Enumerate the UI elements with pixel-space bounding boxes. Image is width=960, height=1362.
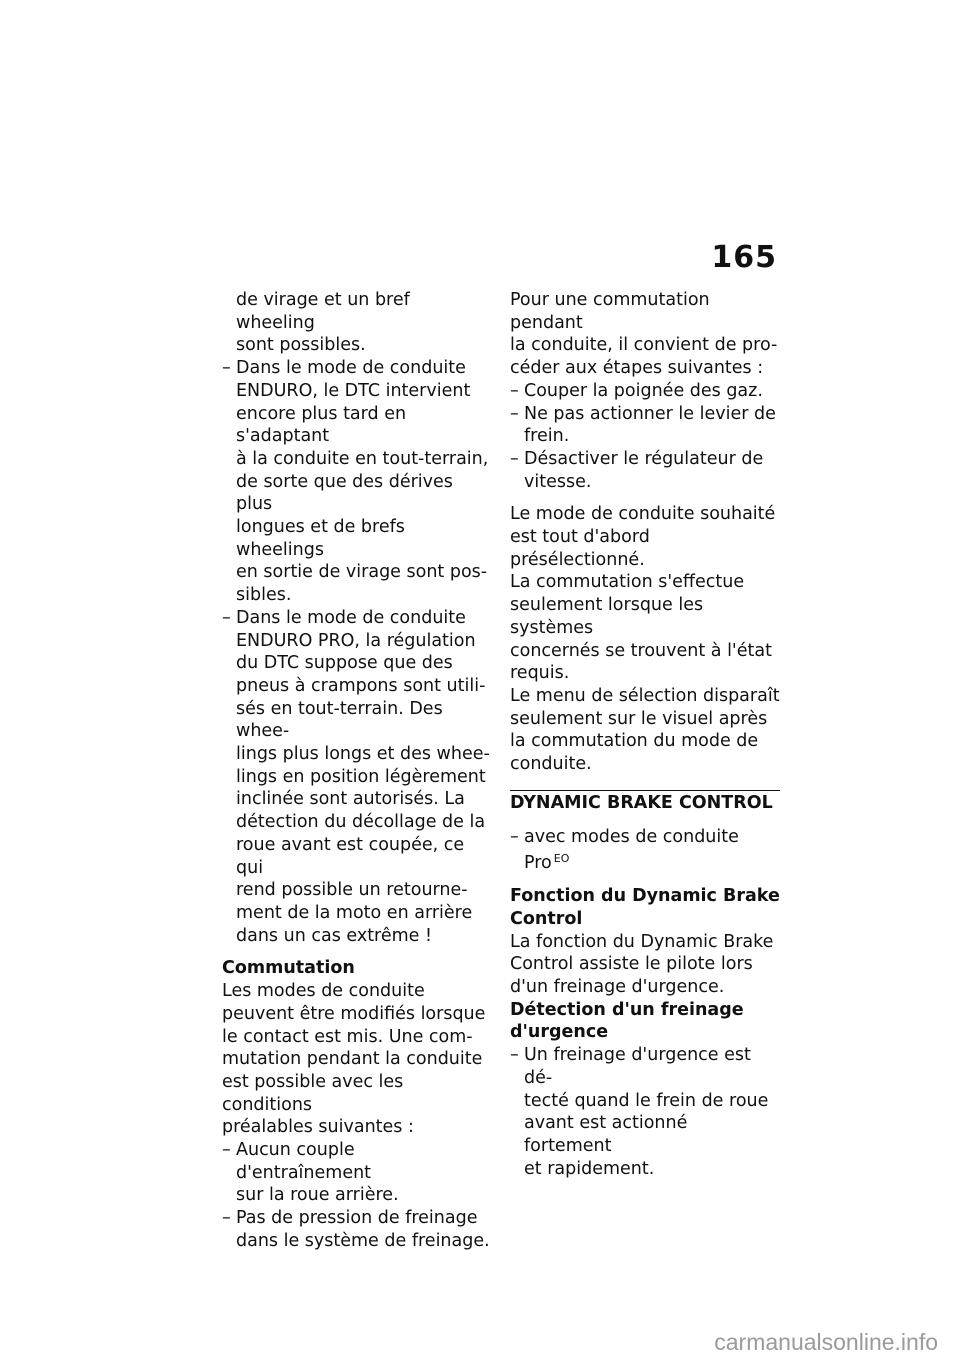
- dash-bullet: –: [510, 380, 519, 401]
- subheading-function: Fonction du Dynamic Brake Control: [510, 886, 780, 929]
- list-item: [510, 403, 780, 448]
- dash-bullet: –: [510, 448, 519, 469]
- optional-equipment-mark: EO: [553, 852, 570, 866]
- right-column: [510, 289, 780, 1180]
- list-item-text: Désactiver le régulateur de vitesse.: [524, 448, 764, 492]
- continued-text: de virage et un bref wheeling sont possibles.: [236, 290, 410, 356]
- paragraph: Le menu de sélection disparaît seulement sur le visuel après la commutation du mode de conduite.: [510, 685, 780, 775]
- list-item: [510, 826, 780, 875]
- list-item: [222, 607, 494, 948]
- dash-bullet: –: [510, 826, 519, 847]
- list-item-text: Aucun couple d'entraînement sur la roue arrière.: [236, 1140, 399, 1206]
- list-item: [510, 380, 780, 403]
- list-item-text: Dans le mode de conduite ENDURO PRO, la régulation du DTC suppose que des pneus à crampons sont utili- sés en tout-terrain. Des whee- lings plus longs et des whee- lings en position légèrement inclinée sont autorisés. La détection du décollage de la roue avant est coupée, ce qui rend possible un retourne- ment de la moto en arrière dans un cas extrême !: [236, 607, 490, 946]
- dash-bullet: –: [510, 1045, 519, 1066]
- list-item-text: Dans le mode de conduite ENDURO, le DTC intervient encore plus tard en s'adaptant à la conduite en tout-terrain, de sorte que des dérives plus longues et de brefs wheelings en sortie de virage sont pos- sibles.: [236, 358, 489, 606]
- watermark: carmanualsonline.info: [714, 1329, 938, 1355]
- list-item-line: avec modes de conduite: [524, 826, 739, 847]
- subheading-commutation: Commutation: [222, 958, 355, 979]
- list-item: [222, 357, 494, 607]
- list-item: [510, 448, 780, 493]
- list-item-text: Couper la poignée des gaz.: [524, 380, 763, 401]
- list-item: [222, 1139, 494, 1207]
- list-item-text: Ne pas actionner le levier de frein.: [524, 403, 776, 447]
- dash-bullet: –: [510, 403, 519, 424]
- dash-bullet: –: [222, 1140, 231, 1161]
- dash-bullet: –: [222, 358, 231, 379]
- riding-mode-pro: Pro: [524, 853, 552, 874]
- list-item: [510, 1044, 780, 1180]
- paragraph: Le mode de conduite souhaité est tout d'abord présélectionné. La commutation s'effectue seulement lorsque les systèmes concernés se trouvent à l'état requis.: [510, 504, 776, 684]
- list-item-text: [524, 826, 780, 875]
- list-item: [222, 1207, 494, 1252]
- paragraph: Les modes de conduite peuvent être modifiés lorsque le contact est mis. Une com- mutation pendant la conduite est possible avec les conditions préalables suivantes :: [222, 981, 486, 1138]
- list-item-text: Pas de pression de freinage dans le système de freinage.: [236, 1208, 490, 1251]
- left-column: [222, 289, 494, 1253]
- section-heading: DYNAMIC BRAKE CONTROL: [510, 790, 780, 814]
- paragraph: Pour une commutation pendant la conduite, il convient de pro- céder aux étapes suivantes :: [510, 290, 778, 379]
- subheading-detection: Détection d'un freinage d'urgence: [510, 999, 744, 1043]
- page-number: 165: [711, 240, 777, 275]
- paragraph: La fonction du Dynamic Brake Control assiste le pilote lors d'un freinage d'urgence.: [510, 931, 774, 997]
- dash-bullet: –: [222, 1208, 231, 1229]
- dash-bullet: –: [222, 607, 231, 628]
- list-item-text: Un freinage d'urgence est dé- tecté quand le frein de roue avant est actionné fortement et rapidement.: [524, 1045, 769, 1179]
